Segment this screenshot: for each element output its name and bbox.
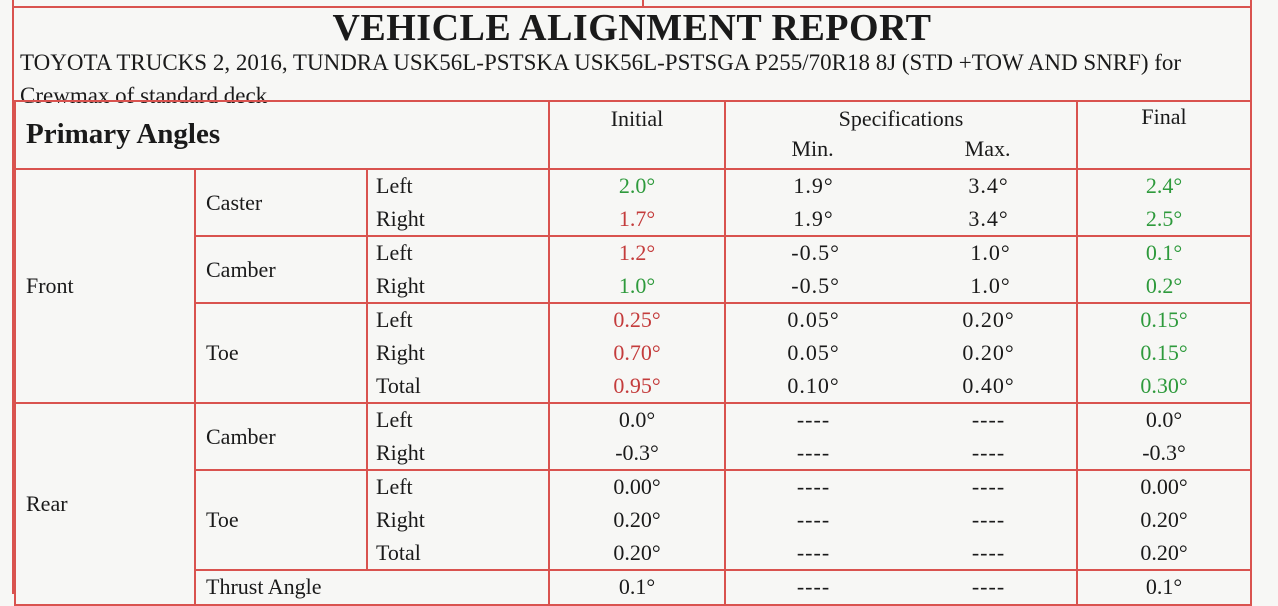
initial-value: 1.7° [618, 205, 656, 231]
spec-min: ---- [796, 574, 831, 600]
side-label: Left [376, 173, 413, 198]
table-row [15, 236, 1251, 303]
final-value: 2.5° [1145, 205, 1183, 231]
initial-value: 1.0° [618, 272, 656, 298]
final-value: 0.20° [1140, 506, 1188, 532]
final-value: 0.00° [1140, 474, 1188, 500]
side-label: Total [376, 539, 421, 565]
angle-name: Toe [206, 340, 239, 366]
angle-name: Camber [206, 256, 276, 282]
vehicle-description: TOYOTA TRUCKS 2, 2016, TUNDRA USK56L-PSTSKA USK56L-PSTSGA P255/70R18 8J (STD +TOW AND SNRF) for Crewmax of standard deck [20, 50, 1187, 108]
final-value: 0.1° [1145, 240, 1183, 266]
spec-max: 1.0° [970, 240, 1011, 266]
side-label: Left [376, 407, 413, 433]
table-row [15, 403, 1251, 470]
spec-max: ---- [971, 539, 1006, 565]
spec-max: 3.4° [968, 205, 1009, 231]
spec-min: ---- [796, 407, 831, 433]
header-specifications: Specifications [838, 106, 964, 131]
spec-row [726, 237, 1076, 270]
angle-name: Camber [206, 423, 276, 449]
spec-min: -0.5° [791, 272, 840, 298]
initial-value: 0.20° [613, 539, 661, 565]
section-title: Primary Angles [26, 118, 221, 150]
spec-row [726, 471, 1076, 504]
spec-min: ---- [796, 539, 831, 565]
spec-row [726, 437, 1076, 470]
spec-min: 0.10° [787, 372, 840, 398]
header-min: Min. [791, 136, 834, 161]
spec-row [726, 504, 1076, 537]
final-value: 0.15° [1140, 307, 1188, 333]
spec-max: ---- [971, 474, 1006, 500]
report-title: VEHICLE ALIGNMENT REPORT [332, 7, 932, 49]
final-value: 0.0° [1145, 407, 1183, 433]
spec-row [726, 304, 1076, 337]
initial-value: 0.1° [618, 574, 656, 600]
spec-row [726, 537, 1076, 570]
spec-row [726, 270, 1076, 303]
spec-row [726, 170, 1076, 203]
final-value: -0.3° [1142, 439, 1186, 465]
initial-value: 0.70° [613, 339, 661, 365]
initial-value: 0.95° [613, 372, 661, 398]
spec-max: 3.4° [968, 173, 1009, 198]
final-value: 0.2° [1145, 272, 1183, 298]
side-label: Left [376, 474, 413, 500]
final-value: 0.20° [1140, 539, 1188, 565]
side-label: Right [376, 272, 425, 298]
spec-row [726, 203, 1076, 236]
table-row [15, 570, 1251, 605]
spec-min: -0.5° [791, 240, 840, 266]
spec-max: ---- [971, 506, 1006, 532]
initial-value: 2.0° [618, 173, 656, 198]
spec-subheaders [726, 132, 1076, 162]
side-label: Left [376, 240, 413, 266]
spec-min: ---- [796, 474, 831, 500]
side-label: Right [376, 506, 425, 532]
table-row [15, 169, 1251, 236]
initial-value: 0.00° [613, 474, 661, 500]
header-max: Max. [964, 136, 1011, 161]
side-label: Right [376, 339, 425, 365]
final-value: 2.4° [1145, 173, 1183, 198]
header-initial: Initial [610, 106, 664, 131]
side-label: Right [376, 205, 425, 231]
final-value: 0.15° [1140, 339, 1188, 365]
initial-value: 0.25° [613, 307, 661, 333]
header-final: Final [1141, 104, 1187, 129]
spec-min: 1.9° [793, 205, 834, 231]
spec-min: 1.9° [793, 173, 834, 198]
spec-max: 0.40° [962, 372, 1015, 398]
initial-value: 1.2° [618, 240, 656, 266]
axle-label: Rear [26, 490, 68, 516]
spec-max: ---- [971, 439, 1006, 465]
spec-min: ---- [796, 506, 831, 532]
spec-min: ---- [796, 439, 831, 465]
spec-row [726, 370, 1076, 403]
initial-value: -0.3° [615, 439, 659, 465]
spec-max: ---- [971, 574, 1006, 600]
initial-value: 0.0° [618, 407, 656, 433]
alignment-table [14, 100, 1252, 606]
spec-max: 0.20° [962, 307, 1015, 333]
angle-name: Toe [206, 507, 239, 533]
angle-name: Thrust Angle [206, 574, 322, 600]
angle-name: Caster [206, 189, 263, 215]
spec-max: 1.0° [970, 272, 1011, 298]
spec-row [726, 404, 1076, 437]
final-value: 0.1° [1145, 574, 1183, 600]
initial-value: 0.20° [613, 506, 661, 532]
spec-row [726, 571, 1076, 604]
report-sheet [12, 0, 1252, 600]
side-label: Right [376, 439, 425, 465]
table-row [15, 470, 1251, 570]
table-row [15, 303, 1251, 403]
side-label: Left [376, 307, 413, 333]
spec-max: 0.20° [962, 339, 1015, 365]
spec-row [726, 337, 1076, 370]
spec-min: 0.05° [787, 339, 840, 365]
spec-min: 0.05° [787, 307, 840, 333]
side-label: Total [376, 372, 421, 398]
axle-label: Front [26, 273, 74, 299]
spec-max: ---- [971, 407, 1006, 433]
final-value: 0.30° [1140, 372, 1188, 398]
